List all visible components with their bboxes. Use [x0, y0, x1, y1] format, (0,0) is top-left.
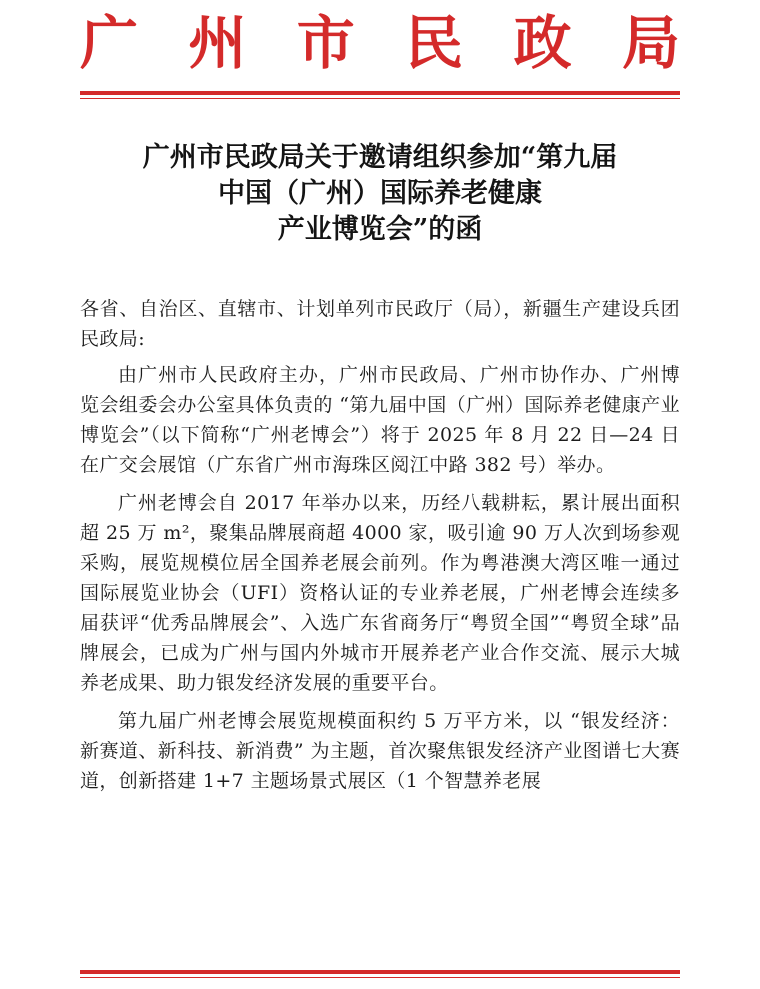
- letterhead: [80, 6, 680, 80]
- divider-thick-line: [80, 970, 680, 974]
- divider-thick-line: [80, 91, 680, 95]
- letterhead-char: 市: [296, 9, 355, 77]
- divider-thin-line: [80, 98, 680, 99]
- letterhead-char: 政: [513, 9, 572, 77]
- letterhead-char: 民: [405, 9, 464, 77]
- body-paragraph: 广州老博会自 2017 年举办以来，历经八载耕耘，累计展出面积超 25 万 m²，聚集品牌展商超 4000 家，吸引逾 90 万人次到场参观采购，展览规模位居全国养老展会前列。作为粤港澳大湾区唯一通过国际展览业协会（UFI）资格认证的专业养老展，广州老博会连续多届获评“优秀品牌展会”、入选广东省商务厅“粤贸全国”“粤贸全球”品牌展会，已成为广州与国内外城市开展养老产业合作交流、展示大城养老成果、助力银发经济发展的重要平台。: [80, 492, 680, 694]
- title-line: 广州市民政局关于邀请组织参加“第九届: [142, 142, 618, 173]
- body-paragraph: 由广州市人民政府主办，广州市民政局、广州市协作办、广州博览会组委会办公室具体负责的 “第九届中国（广州）国际养老健康产业博览会”（以下简称“广州老博会”）将于 2025 年 8 月 22 日—24 日在广交会展馆（广东省广州市海珠区阅江中路 382 号）举办。: [80, 364, 680, 476]
- salutation: 各省、自治区、直辖市、计划单列市民政厅（局），新疆生产建设兵团民政局:: [80, 298, 680, 350]
- document-title: [80, 140, 680, 248]
- document-body: [80, 294, 680, 804]
- letterhead-char: 广: [80, 9, 139, 77]
- title-line: 中国（广州）国际养老健康: [218, 178, 542, 209]
- title-line: 产业博览会”的函: [277, 214, 483, 245]
- letterhead-divider: [80, 91, 680, 99]
- divider-thin-line: [80, 977, 680, 978]
- body-paragraph: 第九届广州老博会展览规模面积约 5 万平方米，以 “银发经济：新赛道、新科技、新消费” 为主题，首次聚焦银发经济产业图谱七大赛道，创新搭建 1+7 主题场景式展区（1 个智慧养老展: [80, 710, 680, 792]
- letterhead-char: 州: [188, 9, 247, 77]
- footer-divider: [80, 970, 680, 978]
- letterhead-char: 局: [621, 9, 680, 77]
